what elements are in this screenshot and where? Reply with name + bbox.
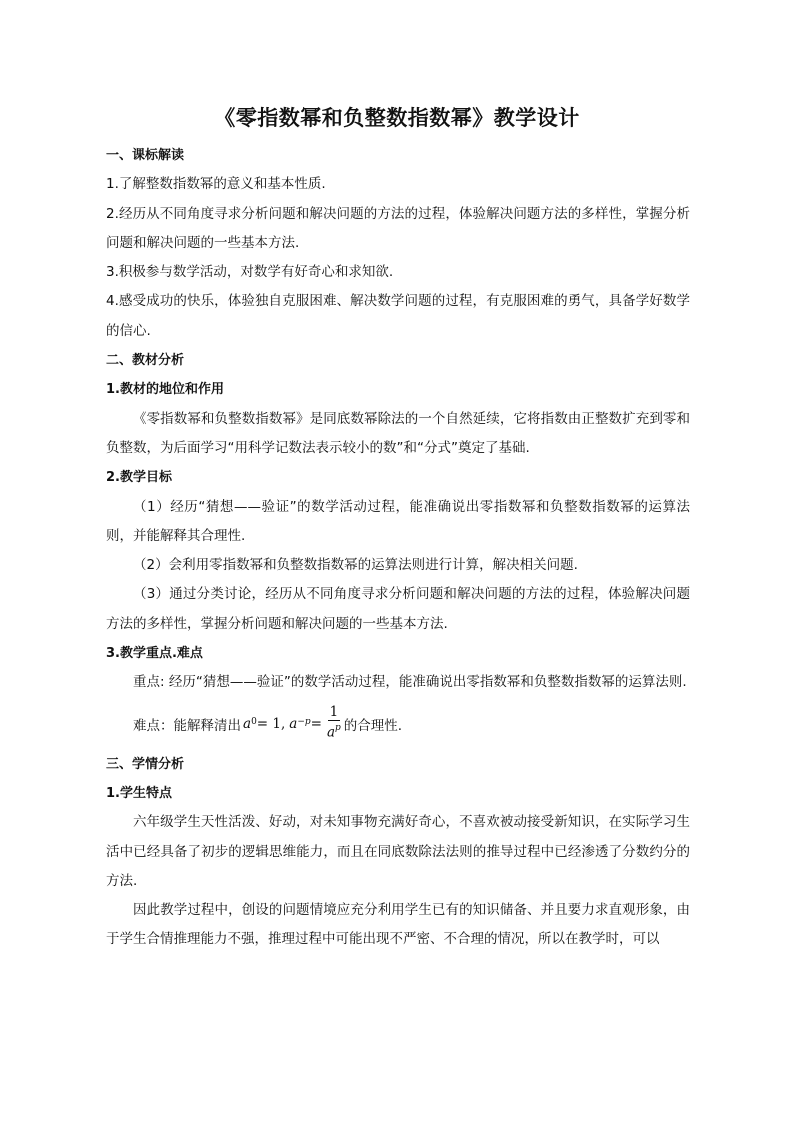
student-traits-paragraph-1: 六年级学生天性活泼、好动，对未知事物充满好奇心，不喜欢被动接受新知识，在实际学习生活中已经具备了初步的逻辑思维能力，而且在同底数除法法则的推导过程中已经渗透了分数约分的方法. <box>106 814 690 889</box>
subheading-position-role: 1.教材的地位和作用 <box>106 382 224 398</box>
key-point-paragraph: 重点: 经历“猜想——验证”的数学活动过程，能准确说出零指数幂和负整数指数幂的运算法则. <box>133 674 687 691</box>
difficulty-prefix: 难点：能解释清出 <box>133 717 241 734</box>
formula-fraction: $\frac{1}{a^p}$ <box>326 704 341 741</box>
formula-negative-exponent: a $^{-p}$ = <box>289 715 322 732</box>
document-body <box>106 141 690 955</box>
document-title: 《零指数幂和负整数指数幂》教学设计 <box>214 105 580 130</box>
curriculum-item-1: 1.了解整数指数幂的意义和基本性质. <box>106 176 326 193</box>
difficulty-line <box>106 698 690 750</box>
formula-zero-exponent: a $^0$ = 1, <box>243 715 286 732</box>
section-heading-curriculum: 一、课标解读 <box>106 148 185 163</box>
curriculum-item-2: 2.经历从不同角度寻求分析问题和解决问题的方法的过程，体验解决问题方法的多样性，掌握分析问题和解决问题的一些基本方法. <box>106 205 690 251</box>
teaching-goal-2: （2）会利用零指数幂和负整数指数幂的运算法则进行计算，解决相关问题. <box>133 557 578 574</box>
subheading-key-difficult-points: 3.教学重点.难点 <box>106 646 203 662</box>
student-traits-paragraph-2: 因此教学过程中，创设的问题情境应充分利用学生已有的知识储备、并且要力求直观形象，由于学生合情推理能力不强，推理过程中可能出现不严密、不合理的情况，所以在教学时，可以 <box>106 902 690 948</box>
section-heading-learner-analysis: 三、学情分析 <box>106 756 185 772</box>
difficulty-suffix: 的合理性. <box>343 717 403 734</box>
subheading-teaching-goals: 2.教学目标 <box>106 470 172 486</box>
teaching-goal-1: （1）经历“猜想——验证”的数学活动过程，能准确说出零指数幂和负整数指数幂的运算法则，并能解释其合理性. <box>106 498 690 544</box>
section-heading-textbook: 二、教材分析 <box>106 353 185 369</box>
position-role-paragraph: 《零指数幂和负整数指数幂》是同底数幂除法的一个自然延续，它将指数由正整数扩充到零和负整数，为后面学习“用科学记数法表示较小的数”和“分式”奠定了基础. <box>106 410 690 456</box>
subheading-student-traits: 1.学生特点 <box>106 785 172 801</box>
curriculum-item-3: 3.积极参与数学活动，对数学有好奇心和求知欲. <box>106 264 394 281</box>
teaching-goal-3: （3）通过分类讨论，经历从不同角度寻求分析问题和解决问题的方法的过程，体验解决问题方法的多样性，掌握分析问题和解决问题的一些基本方法. <box>106 586 690 632</box>
curriculum-item-4: 4.感受成功的快乐，体验独自克服困难、解决数学问题的过程，有克服困难的勇气，具备学好数学的信心. <box>106 293 690 339</box>
